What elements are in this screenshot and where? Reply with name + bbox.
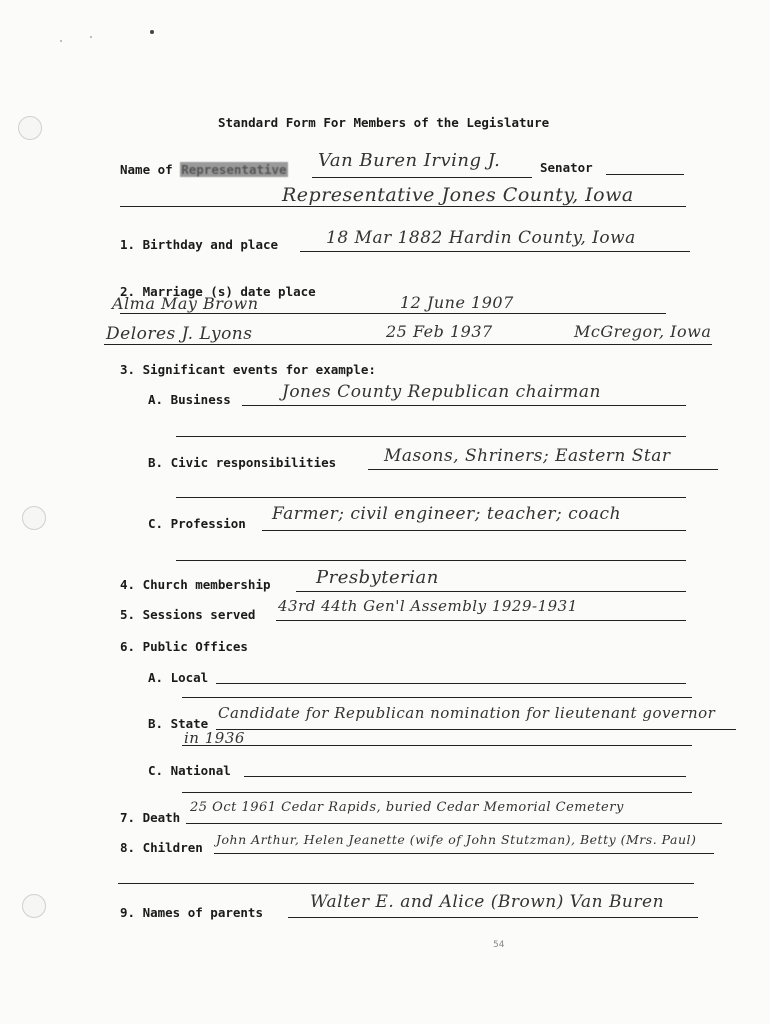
local-line [216, 683, 686, 684]
form-title: Standard Form For Members of the Legislature [218, 115, 550, 130]
children-value: John Arthur, Helen Jeanette (wife of John Stutzman), Betty (Mrs. Paul) [216, 832, 697, 847]
business-line [242, 405, 686, 406]
marriage-2-name: Delores J. Lyons [106, 324, 253, 344]
state-line-2 [182, 745, 692, 746]
name-label-prefix: Name of [120, 162, 173, 177]
death-line [186, 823, 722, 824]
church-line [296, 591, 686, 592]
profession-label: C. Profession [148, 516, 246, 531]
marriage-2-place: McGregor, Iowa [574, 322, 712, 341]
church-value: Presbyterian [316, 567, 439, 588]
state-line [216, 729, 736, 730]
scan-speck [90, 36, 92, 38]
name-label-struck: Representative [181, 162, 287, 177]
parents-line [288, 917, 698, 918]
marriage-1-date: 12 June 1907 [400, 293, 514, 312]
children-line [214, 853, 714, 854]
sessions-value: 43rd 44th Gen'l Assembly 1929-1931 [278, 597, 578, 615]
national-label: C. National [148, 763, 231, 778]
business-line-2 [176, 436, 686, 437]
name-label [120, 162, 288, 177]
scan-speck [150, 30, 154, 34]
birthday-label: 1. Birthday and place [120, 237, 279, 252]
profession-value: Farmer; civil engineer; teacher; coach [272, 504, 622, 524]
name-line-2 [120, 206, 686, 207]
local-line-2 [182, 697, 692, 698]
sessions-line [276, 620, 686, 621]
marriage-2-date: 25 Feb 1937 [386, 322, 493, 341]
name-line [312, 177, 532, 178]
birthday-line [300, 251, 690, 252]
death-label: 7. Death [120, 810, 181, 825]
civic-label: B. Civic responsibilities [148, 455, 337, 470]
marriage-line-1 [120, 313, 666, 314]
parents-value: Walter E. and Alice (Brown) Van Buren [310, 892, 665, 912]
sessions-label: 5. Sessions served [120, 607, 256, 622]
national-line-2 [182, 792, 692, 793]
birthday-value: 18 Mar 1882 Hardin County, Iowa [326, 228, 636, 248]
scan-speck [60, 40, 62, 42]
local-label: A. Local [148, 670, 209, 685]
civic-line [368, 469, 718, 470]
business-value: Jones County Republican chairman [282, 382, 601, 402]
business-label: A. Business [148, 392, 231, 407]
page-stamp: 54 [493, 940, 505, 950]
marriage-label: 2. Marriage (s) date place [120, 284, 316, 299]
death-value: 25 Oct 1961 Cedar Rapids, buried Cedar Memorial Cemetery [190, 800, 624, 815]
name-value: Van Buren Irving J. [318, 150, 501, 171]
state-value-line1: Candidate for Republican nomination for lieutenant governor [218, 704, 716, 722]
marriage-line-2 [104, 344, 712, 345]
state-value-line2: in 1936 [184, 729, 245, 747]
civic-value: Masons, Shriners; Eastern Star [384, 446, 671, 466]
profession-line-2 [176, 560, 686, 561]
national-line [244, 776, 686, 777]
profession-line [262, 530, 686, 531]
church-label: 4. Church membership [120, 577, 271, 592]
binder-hole-top [18, 116, 42, 140]
binder-hole-bottom [22, 894, 46, 918]
senator-label: Senator [540, 160, 593, 175]
civic-line-2 [176, 497, 686, 498]
children-line-2 [118, 883, 694, 884]
parents-label: 9. Names of parents [120, 905, 263, 920]
public-offices-label: 6. Public Offices [120, 639, 248, 654]
state-label: B. State [148, 716, 209, 731]
senator-line [606, 174, 684, 175]
binder-hole-middle [22, 506, 46, 530]
name-value-line2: Representative Jones County, Iowa [282, 184, 634, 206]
children-label: 8. Children [120, 840, 203, 855]
significant-events-label: 3. Significant events for example: [120, 362, 376, 377]
marriage-1-name: Alma May Brown [112, 294, 259, 313]
